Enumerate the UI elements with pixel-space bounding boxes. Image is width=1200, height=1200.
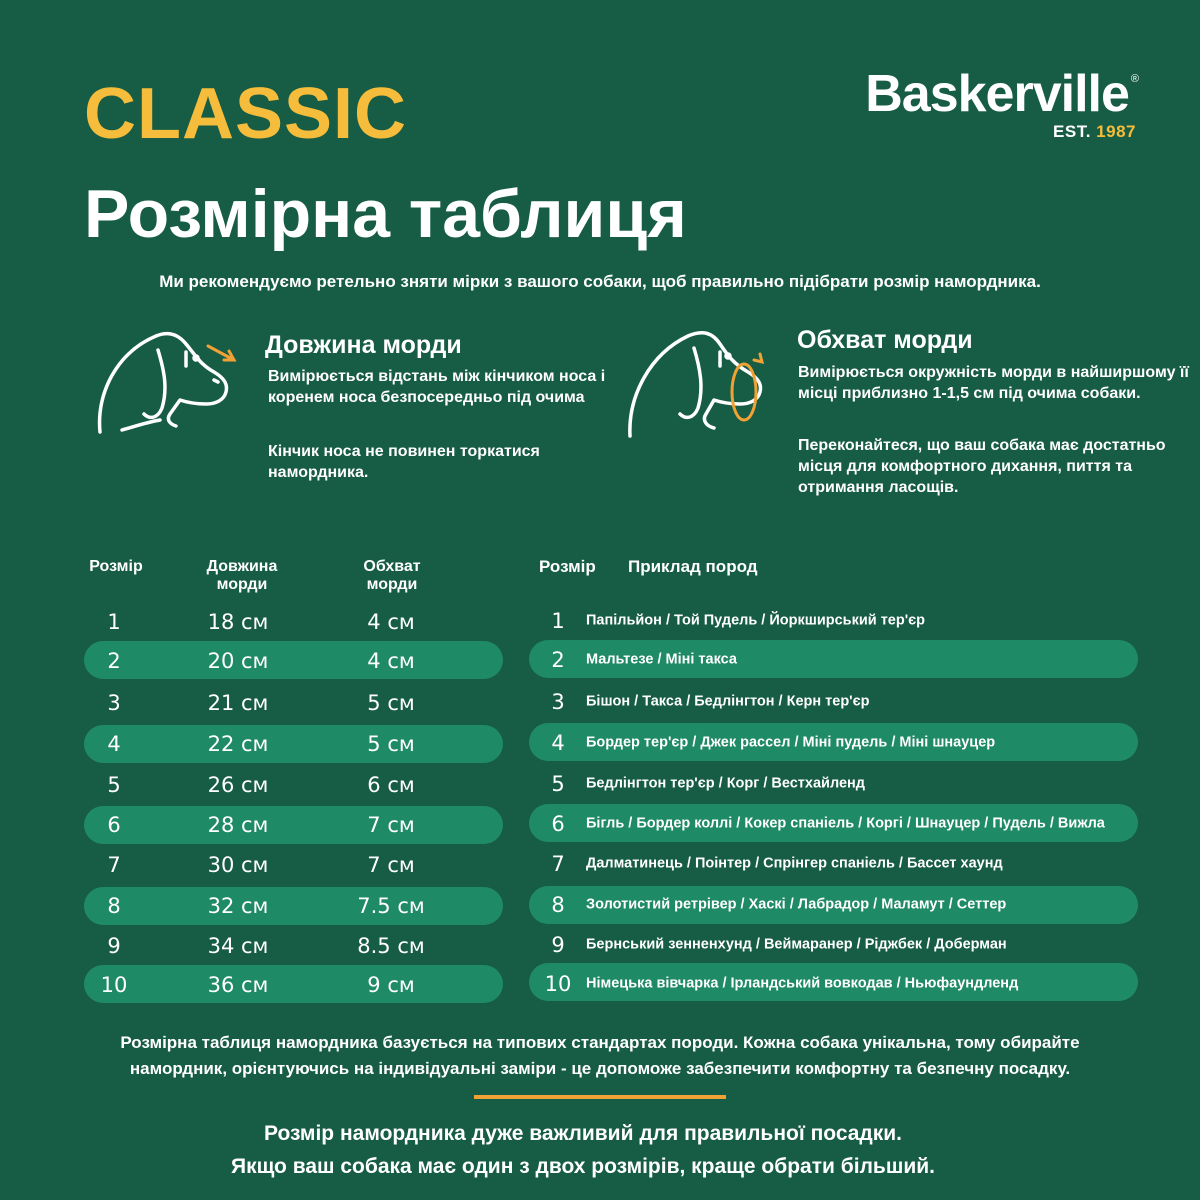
disclaimer-line-2: намордник, орієнтуючись на індивідуальні заміри - це допоможе забезпечити комфортну та безпечну посадку. bbox=[129, 1059, 1071, 1079]
size-row-length: 34 см bbox=[207, 934, 269, 958]
size-row-size: 6 bbox=[107, 813, 121, 837]
size-row-size: 10 bbox=[100, 973, 128, 997]
size-row-size: 5 bbox=[107, 773, 121, 797]
breed-row-size: 8 bbox=[551, 893, 565, 917]
page-title: Розмірна таблиця bbox=[84, 176, 687, 252]
size-row-girth: 6 см bbox=[367, 773, 415, 797]
size-row-highlight bbox=[84, 965, 503, 1003]
muzzle-girth-heading: Обхват морди bbox=[797, 326, 973, 354]
size-row-length: 21 см bbox=[207, 691, 269, 715]
size-row-girth: 5 см bbox=[367, 732, 415, 756]
size-row-size: 7 bbox=[107, 853, 121, 877]
size-row-length: 20 см bbox=[207, 649, 269, 673]
size-row-length: 36 см bbox=[207, 973, 269, 997]
size-row-size: 8 bbox=[107, 894, 121, 918]
size-table-header-girth: Обхват морди bbox=[363, 558, 421, 594]
breed-row-breeds: Німецька вівчарка / Ірландський вовкодав / Ньюфаундленд bbox=[586, 975, 1019, 992]
size-row-highlight bbox=[84, 806, 503, 844]
breed-table-header-size: Розмір bbox=[539, 557, 596, 576]
sizing-advice bbox=[0, 1117, 1166, 1183]
size-row-highlight bbox=[84, 887, 503, 925]
breed-row-breeds: Бігль / Бордер коллі / Кокер спаніель / Коргі / Шнауцер / Пудель / Вижла bbox=[586, 815, 1105, 832]
size-table-header-length: Довжина морди bbox=[206, 558, 278, 594]
size-row-girth: 7.5 см bbox=[357, 894, 425, 918]
dog-muzzle-length-icon bbox=[88, 322, 258, 447]
brand-established: EST. 1987 bbox=[1053, 122, 1136, 141]
sizing-advice-line-1: Розмір намордника дуже важливий для правильної посадки. bbox=[263, 1122, 903, 1145]
breed-row-size: 3 bbox=[551, 690, 565, 714]
product-line-label: CLASSIC bbox=[84, 74, 408, 154]
size-row-length: 22 см bbox=[207, 732, 269, 756]
disclaimer-text bbox=[0, 1030, 1200, 1083]
size-row-size: 3 bbox=[107, 691, 121, 715]
size-row-girth: 7 см bbox=[367, 853, 415, 877]
size-row-length: 18 см bbox=[207, 610, 269, 634]
breed-row-size: 7 bbox=[551, 852, 565, 876]
size-table-header-size: Розмір bbox=[89, 558, 143, 575]
divider-line bbox=[474, 1095, 726, 1099]
size-row-size: 9 bbox=[107, 934, 121, 958]
breed-row-size: 10 bbox=[544, 972, 572, 996]
size-row-length: 26 см bbox=[207, 773, 269, 797]
size-row-girth: 5 см bbox=[367, 691, 415, 715]
muzzle-length-description: Вимірюється відстань між кінчиком носа і коренем носа безпосередньо під очима bbox=[268, 368, 606, 407]
sizing-advice-line-2: Якщо ваш собака має один з двох розмірів, краще обрати більший. bbox=[231, 1155, 935, 1179]
muzzle-girth-description: Вимірюється окружність морди в найширшому її місці приблизно 1-1,5 см під очима собаки. bbox=[798, 364, 1189, 403]
size-row-length: 28 см bbox=[207, 813, 269, 837]
breed-row-size: 4 bbox=[551, 731, 565, 755]
breed-row-breeds: Далматинець / Поінтер / Спрінгер спаніель / Бассет хаунд bbox=[586, 855, 1003, 872]
size-row-girth: 4 см bbox=[367, 610, 415, 634]
breed-row-breeds: Папільйон / Той Пудель / Йоркширський тер'єр bbox=[586, 612, 926, 629]
muzzle-girth-note: Переконайтеся, що ваш собака має достатньо місця для комфортного дихання, пиття та отримання ласощів. bbox=[798, 437, 1166, 497]
brand-name: Baskerville ® bbox=[865, 65, 1138, 123]
breed-row-size: 5 bbox=[551, 772, 565, 796]
muzzle-length-note: Кінчик носа не повинен торкатися намордника. bbox=[268, 443, 540, 482]
size-row-size: 2 bbox=[107, 649, 121, 673]
breed-row-breeds: Бедлінгтон тер'єр / Корг / Вестхайленд bbox=[586, 775, 865, 792]
breed-row-size: 1 bbox=[551, 609, 565, 633]
breed-row-breeds: Мальтезе / Міні такса bbox=[586, 651, 737, 668]
registered-mark: ® bbox=[1130, 73, 1138, 85]
size-row-girth: 4 см bbox=[367, 649, 415, 673]
breed-row-size: 9 bbox=[551, 933, 565, 957]
size-row-highlight bbox=[84, 725, 503, 763]
size-row-size: 1 bbox=[107, 610, 121, 634]
size-row-girth: 8.5 см bbox=[357, 934, 425, 958]
size-row-size: 4 bbox=[107, 732, 121, 756]
breed-row-size: 2 bbox=[551, 648, 565, 672]
size-row-length: 32 см bbox=[207, 894, 269, 918]
breed-row-size: 6 bbox=[551, 812, 565, 836]
breed-row-breeds: Бернський зенненхунд / Веймаранер / Ріджбек / Доберман bbox=[586, 936, 1007, 953]
intro-text: Ми рекомендуємо ретельно зняти мірки з вашого собаки, щоб правильно підібрати розмір намордника. bbox=[159, 272, 1041, 291]
breed-row-breeds: Бордер тер'єр / Джек рассел / Міні пудель / Міні шнауцер bbox=[586, 734, 996, 751]
brand-logo bbox=[865, 65, 1138, 142]
breed-row-breeds: Золотистий ретрівер / Хаскі / Лабрадор / Маламут / Сеттер bbox=[586, 896, 1007, 913]
disclaimer-line-1: Розмірна таблиця намордника базується на типових стандартах породи. Кожна собака унікальна, тому обирайте bbox=[120, 1033, 1080, 1052]
breed-table-header-breeds: Приклад пород bbox=[628, 557, 758, 576]
size-row-girth: 7 см bbox=[367, 813, 415, 837]
muzzle-length-heading: Довжина морди bbox=[265, 331, 462, 359]
breed-row-breeds: Бішон / Такса / Бедлінгтон / Керн тер'єр bbox=[586, 693, 870, 710]
size-row-girth: 9 см bbox=[367, 973, 415, 997]
size-row-highlight bbox=[84, 641, 503, 679]
size-row-length: 30 см bbox=[207, 853, 269, 877]
dog-muzzle-girth-icon bbox=[622, 318, 792, 453]
